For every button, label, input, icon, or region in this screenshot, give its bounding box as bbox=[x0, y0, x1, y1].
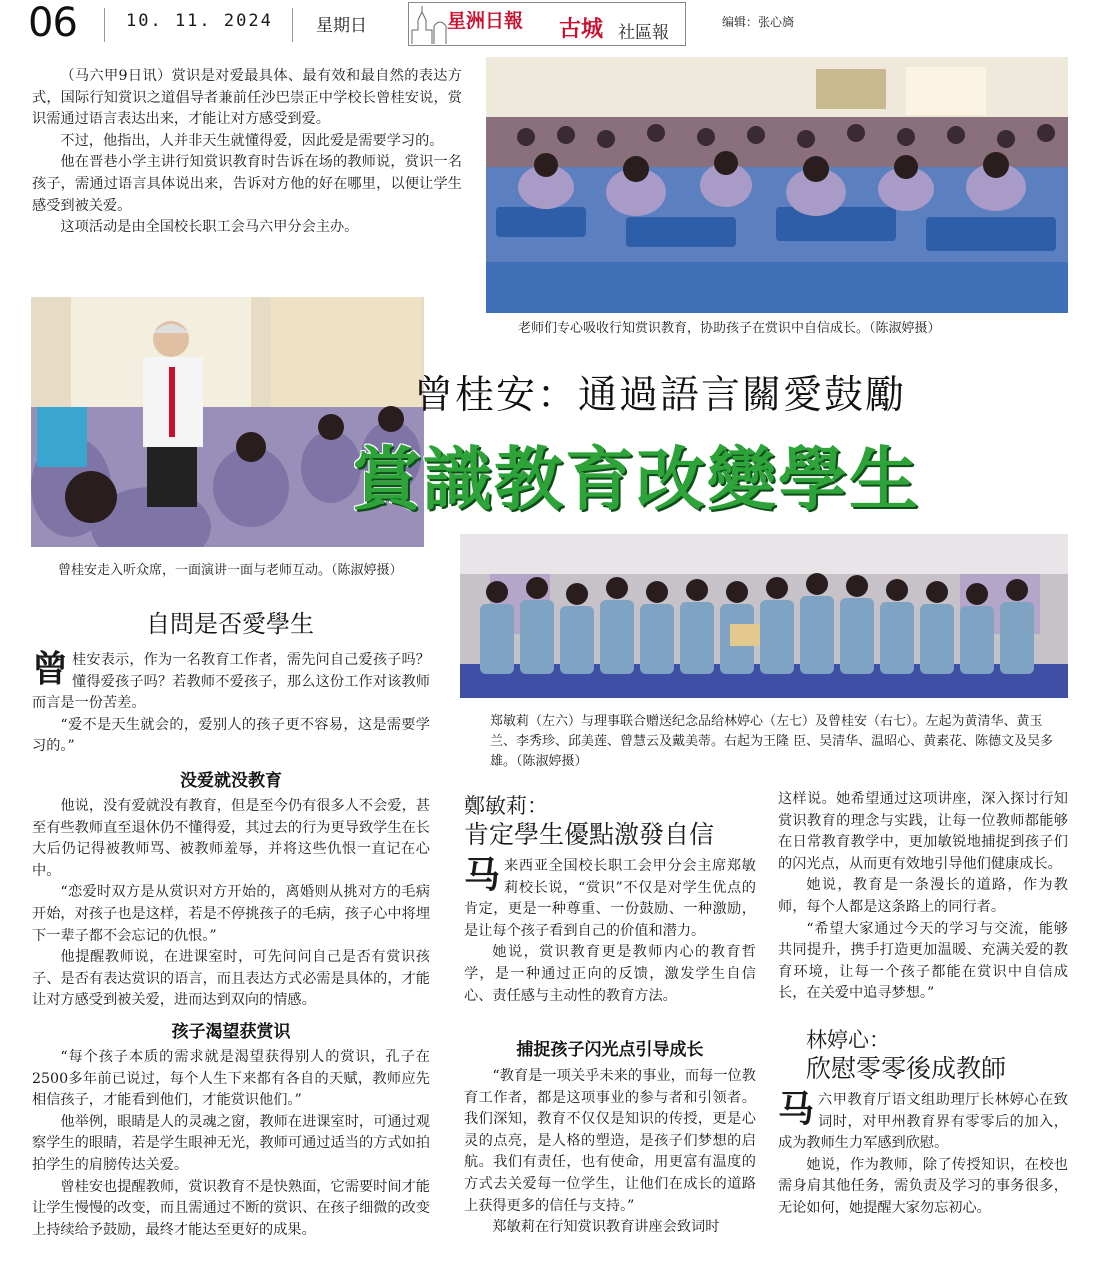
section-paragraph: 她说，教育是一条漫长的道路，作为教师，每个人都是这条路上的同行者。 bbox=[778, 877, 1068, 915]
section-paragraph: 曾桂安表示，作为一名教育工作者，需先问自己爱孩子吗？懂得爱孩子吗？若教师不爱孩子，那么这份工作对该教师而言是一份苦差。 bbox=[32, 648, 430, 712]
page-number: 06 bbox=[28, 0, 77, 46]
drop-cap: 马 bbox=[778, 1088, 815, 1130]
section-body bbox=[32, 796, 430, 1012]
section-paragraph: 这样说。她希望通过这项讲座，深入探讨行知赏识教育的理念与实践，让每一位教师都能够在日常教育教学中，更加敏锐地捕捉到孩子们的闪光点，从而更有效地引导他们健康成长。 bbox=[778, 791, 1068, 872]
photo-caption: 曾桂安走入听众席，一面演讲一面与老师互动。（陈淑婷摄） bbox=[58, 563, 403, 578]
section-paragraph: 他提醒教师说，在进课室时，可先问问自己是否有赏识孩子、是否有表达赏识的语言，而且表达方式必需是具体的，才能让对方感受到被关爱，进而达到双向的情感。 bbox=[32, 949, 430, 1009]
photo-caption: 老师们专心吸收行知赏识教育，协助孩子在赏识中自信成长。（陈淑婷摄） bbox=[518, 321, 941, 336]
intro-paragraph: 这项活动是由全国校长职工会马六甲分会主办。 bbox=[60, 219, 359, 236]
speaker-name: 林婷心： bbox=[806, 1028, 890, 1052]
photo-group bbox=[460, 534, 1068, 698]
section-paragraph: 他举例，眼睛是人的灵魂之窗，教师在进课室时，可通过观察学生的眼睛，若是学生眼神无光，教师可通过适当的方式如拍拍学生的肩膀传达关爱。 bbox=[32, 1113, 430, 1173]
issue-date: 10. 11. 2024 bbox=[126, 11, 273, 31]
section-paragraph: “希望大家通过今天的学习与交流，能够共同提升，携手打造更加温暖、充满关爱的教育环境，让每一个孩子都能在赏识中自信成长，在关爱中追寻梦想。” bbox=[778, 920, 1068, 1002]
section-body bbox=[778, 1090, 1068, 1220]
headline-line1: 曾桂安：通過語言關愛鼓勵 bbox=[414, 373, 907, 418]
section-title: 自問是否愛學生 bbox=[146, 610, 314, 638]
intro-paragraph: 不过，他指出，人并非天生就懂得爱，因此爱是需要学习的。 bbox=[60, 132, 444, 149]
section-paragraph: 郑敏莉在行知赏识教育讲座会致词时 bbox=[492, 1219, 720, 1236]
section-body bbox=[464, 856, 756, 1007]
intro-paragraph: 他在晋巷小学主讲行知赏识教育时告诉在场的教师说，赏识一名孩子，需通过语言具体说出来，告诉对方他的好在哪里，以便让学生感受到被关爱。 bbox=[32, 154, 462, 214]
speaker-name: 鄭敏莉： bbox=[464, 794, 548, 818]
section-paragraph: “恋爱时双方是从赏识对方开始的，离婚则从挑对方的毛病开始，对孩子也是这样，若是不停挑孩子的毛病，孩子心中将埋下一辈子都不会忘记的仇恨。” bbox=[32, 884, 430, 944]
drop-cap: 马 bbox=[464, 854, 501, 896]
photo-caption: 郑敏莉（左六）与理事联合赠送纪念品给林婷心（左七）及曾桂安（右七）。左起为黄清华、黄玉兰、李秀珍、邱美莲、曾慧云及戴美蒂。右起为王隆 臣、吴清华、温昭心、黄素花、陈德文及吴多雄。（陈淑婷摄） bbox=[490, 714, 1054, 769]
photo-teachers-audience bbox=[486, 57, 1068, 313]
header-divider bbox=[292, 8, 293, 42]
section-title: 欣慰零零後成教師 bbox=[806, 1054, 1007, 1083]
section-body bbox=[32, 650, 430, 758]
issue-weekday: 星期日 bbox=[316, 16, 367, 36]
drop-cap: 曾 bbox=[32, 648, 69, 690]
article-intro bbox=[32, 66, 462, 239]
section-paragraph: 他说，没有爱就没有教育，但是至今仍有很多人不会爱，甚至有些教师直至退休仍不懂得爱，其过去的行为更导致学生在长大后仍记得被教师骂、被教师羞辱，并将这些仇恨一直记在心中。 bbox=[32, 798, 430, 879]
section-paragraph: 她说，赏识教育更是教师内心的教育哲学，是一种通过正向的反馈，激发学生自信心、责任感与主动性的教育方法。 bbox=[464, 944, 756, 1004]
paper-name: 星洲日報 bbox=[447, 10, 524, 32]
section-body bbox=[32, 1047, 430, 1241]
editor-credit: 编辑：张心旖 bbox=[722, 15, 795, 29]
section-subtitle: 孩子渴望获赏识 bbox=[171, 1022, 291, 1042]
section-subtitle: 捕捉孩子闪光点引导成长 bbox=[516, 1040, 704, 1060]
section-subtitle: 没爱就没教育 bbox=[180, 771, 282, 791]
section-title: 肯定學生優點激發自信 bbox=[464, 820, 715, 849]
intro-paragraph: （马六甲9日讯）赏识是对爱最具体、最有效和最自然的表达方式，国际行知赏识之道倡导者兼前任沙巴崇正中学校长曾桂安说，赏识需通过语言表达出来，才能让对方感受到爱。 bbox=[32, 68, 462, 128]
header-divider bbox=[104, 8, 105, 42]
section-paragraph: 曾桂安也提醒教师，赏识教育不是快熟面，它需要时间才能让学生慢慢的改变，而且需通过不断的赏识、在孩子细微的改变上持续给予鼓励，最终才能达至更好的成果。 bbox=[32, 1178, 430, 1238]
section-paragraph: “爱不是天生就会的，爱别人的孩子更不容易，这是需要学习的。” bbox=[32, 716, 430, 755]
section-paragraph: 她说，作为教师，除了传授知识，在校也需身肩其他任务，需负责及学习的事务很多，无论如何，她提醒大家勿忘初心。 bbox=[778, 1156, 1068, 1216]
section-paragraph: 马来西亚全国校长职工会甲分会主席郑敏莉校长说，“赏识”不仅是对学生优点的肯定，更是一种尊重、一份鼓励、一种激励，是让每个孩子看到自己的价值和潜力。 bbox=[464, 854, 756, 939]
edition-city: 古城 bbox=[559, 17, 604, 42]
section-body bbox=[464, 1066, 756, 1239]
section-paragraph: “每个孩子本质的需求就是渴望获得别人的赏识，孔子在2500多年前已说过，每个人生下来都有各自的天赋，教师应先相信孩子，才能看到他们，才能赏识他们。” bbox=[32, 1049, 430, 1109]
section-body bbox=[778, 789, 1068, 1005]
section-paragraph: “教育是一项关乎未来的事业，而每一位教育工作者，都是这项事业的参与者和引领者。我们深知，教育不仅仅是知识的传授，更是心灵的点亮，是人格的塑造，是孩子们梦想的启航。我们有责任，也有使命，用更富有温度的方式去关爱每一位学生，让他们在成长的道路上获得更多的信任与支持。” bbox=[464, 1068, 756, 1214]
edition-category: 社區報 bbox=[618, 23, 669, 43]
headline-main: 賞識教育改變學生 bbox=[352, 440, 920, 520]
section-paragraph: 马六甲教育厅语文组助理厅长林婷心在致词时，对甲州教育界有零零后的加入，成为教师生力军感到欣慰。 bbox=[778, 1088, 1068, 1152]
